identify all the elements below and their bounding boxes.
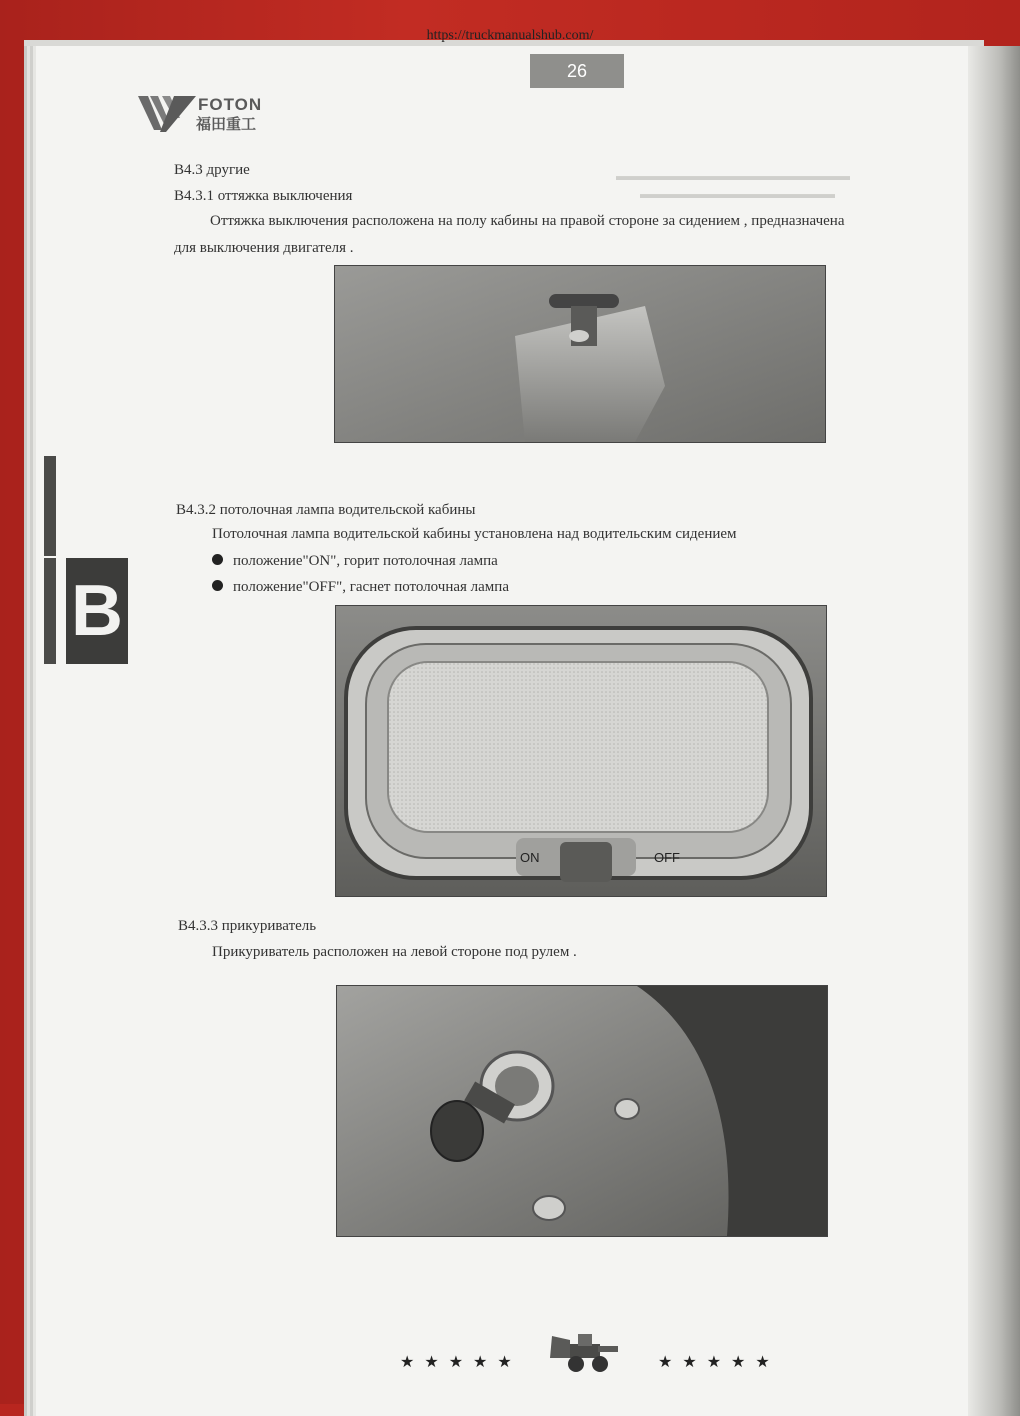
bullet-icon bbox=[212, 580, 223, 591]
lamp-switch-off-label: OFF bbox=[654, 850, 680, 865]
cigarette-lighter-image bbox=[337, 986, 827, 1236]
photo-cigarette-lighter bbox=[336, 985, 828, 1237]
paragraph-line: Прикуриватель расположен на левой стороне под рулем . bbox=[212, 944, 577, 960]
lamp-switch-on-label: ON bbox=[520, 850, 540, 865]
photo-ceiling-lamp bbox=[335, 605, 827, 897]
bullet-text: положение"ON", горит потолочная лампа bbox=[233, 553, 498, 569]
subsection-heading: B4.3.1 оттяжка выключения bbox=[174, 188, 353, 204]
bleed-through-text: ▬▬▬▬▬▬▬▬▬▬▬▬▬▬▬▬▬▬ bbox=[616, 168, 850, 183]
bulldozer-icon bbox=[548, 1326, 622, 1374]
bullet-icon bbox=[212, 554, 223, 565]
subsection-heading: B4.3.3 прикуриватель bbox=[178, 918, 317, 934]
source-url[interactable]: https://truckmanualshub.com/ bbox=[426, 28, 594, 43]
side-tab-b: B bbox=[66, 558, 128, 664]
side-tab-edge bbox=[44, 558, 56, 664]
bullet-text: положение"OFF", гаснет потолочная лампа bbox=[233, 579, 509, 595]
bullet-item bbox=[212, 553, 498, 570]
section-heading: B4.3 другие bbox=[174, 162, 250, 178]
page-number: 26 bbox=[530, 54, 624, 88]
ceiling-lamp-image bbox=[336, 606, 826, 896]
paragraph-line: Потолочная лампа водительской кабины установлена над водительским сидением bbox=[212, 526, 737, 542]
page-gutter-shadow bbox=[968, 46, 1020, 1416]
paragraph-line: для выключения двигателя . bbox=[174, 240, 354, 256]
footer-stars-right: ★★★★★ bbox=[658, 1354, 780, 1371]
subsection-heading: B4.3.2 потолочная лампа водительской кабины bbox=[176, 502, 476, 518]
shutdown-pull-image bbox=[335, 266, 825, 442]
logo-brand-name: FOTON bbox=[198, 95, 263, 114]
footer-stars-left: ★★★★★ bbox=[400, 1354, 522, 1371]
photo-shutdown-pull bbox=[334, 265, 826, 443]
bleed-through-text: ▬▬▬▬▬▬▬▬▬▬▬▬▬▬▬ bbox=[640, 186, 835, 201]
side-tab-marker bbox=[44, 456, 56, 556]
logo-chinese-name: 福田重工 bbox=[196, 115, 257, 133]
paragraph-line: Оттяжка выключения расположена на полу кабины на правой стороне за сидением , предназначена bbox=[210, 213, 845, 229]
bullet-item bbox=[212, 579, 509, 596]
